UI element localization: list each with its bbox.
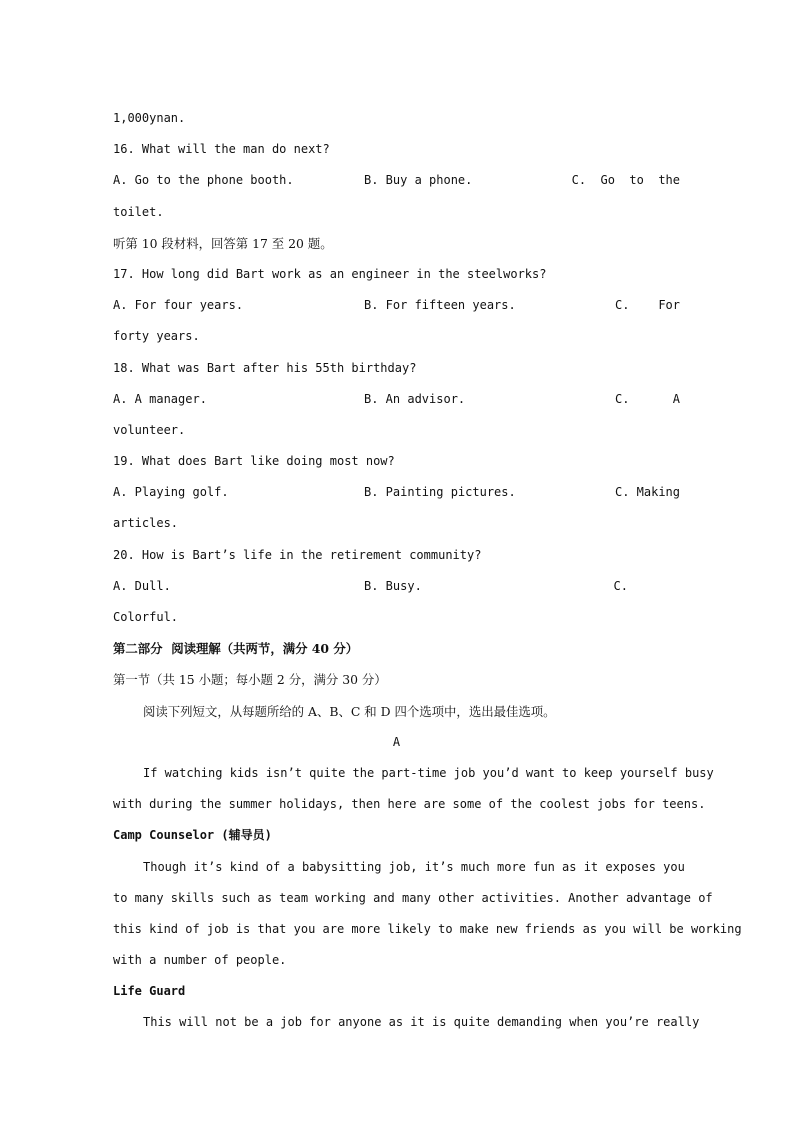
question-16: 16. What will the man do next?: [113, 142, 330, 157]
option-a: A. Go to the phone booth.: [113, 173, 294, 188]
option-c: C. A: [614, 391, 680, 406]
question-17-options: [113, 290, 680, 321]
question-18: 18. What was Bart after his 55th birthday?: [113, 360, 417, 375]
option-a: A. Dull.: [113, 578, 171, 593]
option-c: C. Making: [614, 485, 680, 500]
option-continuation: forty years.: [113, 329, 200, 344]
option-continuation: Colorful.: [113, 610, 179, 624]
paragraph-line: This will not be a job for anyone as it is quite demanding when you’re really: [143, 1015, 700, 1030]
question-16-options: [113, 165, 680, 196]
option-c: C. For: [614, 298, 680, 313]
question-19-options: [113, 477, 680, 508]
section-heading: 第一节（共 15 小题；每小题 2 分，满分 30 分）: [113, 672, 387, 688]
option-b: B. Buy a phone.: [364, 173, 473, 188]
document-page: [113, 103, 742, 1039]
question-18-options: [113, 384, 680, 415]
paragraph-line: to many skills such as team working and many other activities. Another advantage of: [113, 890, 713, 905]
text-line: 1,000ynan.: [113, 111, 186, 125]
option-continuation: volunteer.: [113, 422, 186, 437]
option-a: A. Playing golf.: [113, 485, 229, 500]
paragraph-line: Though it’s kind of a babysitting job, it’s much more fun as it exposes you: [143, 859, 685, 874]
option-continuation: articles.: [113, 516, 179, 531]
option-c: C. Go to the: [571, 173, 680, 188]
question-19: 19. What does Bart like doing most now?: [113, 454, 395, 469]
option-b: B. For fifteen years.: [364, 298, 516, 313]
option-continuation: toilet.: [113, 204, 164, 219]
subheading-camp-counselor: Camp Counselor (辅导员): [113, 828, 272, 843]
paragraph-line: If watching kids isn’t quite the part-time job you’d want to keep yourself busy: [143, 765, 714, 780]
option-c: C.: [613, 578, 628, 593]
part-heading: 第二部分 阅读理解（共两节，满分 40 分）: [113, 641, 359, 657]
section-instruction: 听第 10 段材料，回答第 17 至 20 题。: [113, 235, 333, 251]
question-20-options: [113, 571, 680, 602]
reading-instruction: 阅读下列短文，从每题所给的 A、B、C 和 D 四个选项中，选出最佳选项。: [143, 703, 556, 719]
option-a: A. A manager.: [113, 391, 207, 406]
paragraph-line: this kind of job is that you are more likely to make new friends as you will be working: [113, 921, 742, 936]
paragraph-line: with a number of people.: [113, 953, 287, 968]
option-b: B. Painting pictures.: [364, 485, 516, 500]
option-a: A. For four years.: [113, 298, 244, 313]
passage-label: A: [392, 734, 401, 749]
option-b: B. Busy.: [364, 578, 422, 593]
question-17: 17. How long did Bart work as an engineer in the steelworks?: [113, 266, 547, 281]
question-20: 20. How is Bart’s life in the retirement community?: [113, 547, 482, 562]
paragraph-line: with during the summer holidays, then here are some of the coolest jobs for teens.: [113, 797, 706, 812]
subheading-life-guard: Life Guard: [113, 984, 186, 999]
option-b: B. An advisor.: [364, 391, 466, 406]
